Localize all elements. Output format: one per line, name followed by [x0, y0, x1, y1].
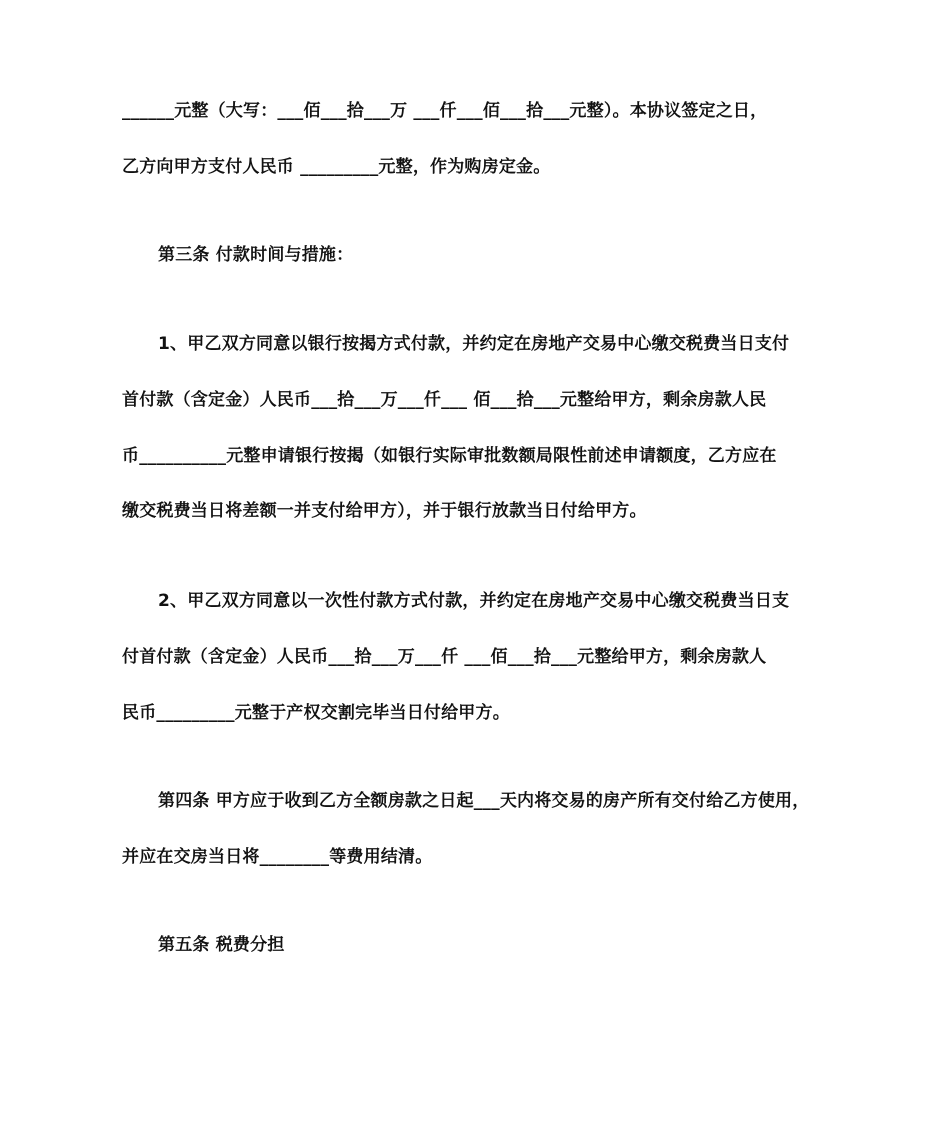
paragraph-line: ______元整（大写：___佰___拾___万 ___仟___佰___拾___元整）。本协议签定之日， [122, 101, 768, 121]
section-heading: 第五条 税费分担 [158, 935, 285, 955]
paragraph-line: 付首付款（含定金）人民币___拾___万___仟 ___佰___拾___元整给甲方，剩余房款人 [122, 647, 767, 667]
paragraph-line: 2、甲乙双方同意以一次性付款方式付款，并约定在房地产交易中心缴交税费当日支 [158, 591, 790, 611]
paragraph-line: 民币_________元整于产权交割完毕当日付给甲方。 [122, 703, 510, 723]
section-heading: 第四条 甲方应于收到乙方全额房款之日起___天内将交易的房产所有交付给乙方使用， [158, 791, 810, 811]
paragraph-line: 首付款（含定金）人民币___拾___万___仟___ 佰___拾___元整给甲方，剩余房款人民 [122, 390, 767, 410]
paragraph-line: 币__________元整申请银行按揭（如银行实际审批数额局限性前述申请额度，乙方应在 [122, 446, 777, 466]
paragraph-line: 缴交税费当日将差额一并支付给甲方），并于银行放款当日付给甲方。 [122, 501, 647, 521]
paragraph-line: 乙方向甲方支付人民币 _________元整，作为购房定金。 [122, 157, 551, 177]
paragraph-line: 并应在交房当日将________等费用结清。 [122, 847, 433, 867]
section-heading: 第三条 付款时间与措施： [158, 245, 354, 265]
paragraph-line: 1、甲乙双方同意以银行按揭方式付款，并约定在房地产交易中心缴交税费当日支付 [158, 334, 790, 354]
